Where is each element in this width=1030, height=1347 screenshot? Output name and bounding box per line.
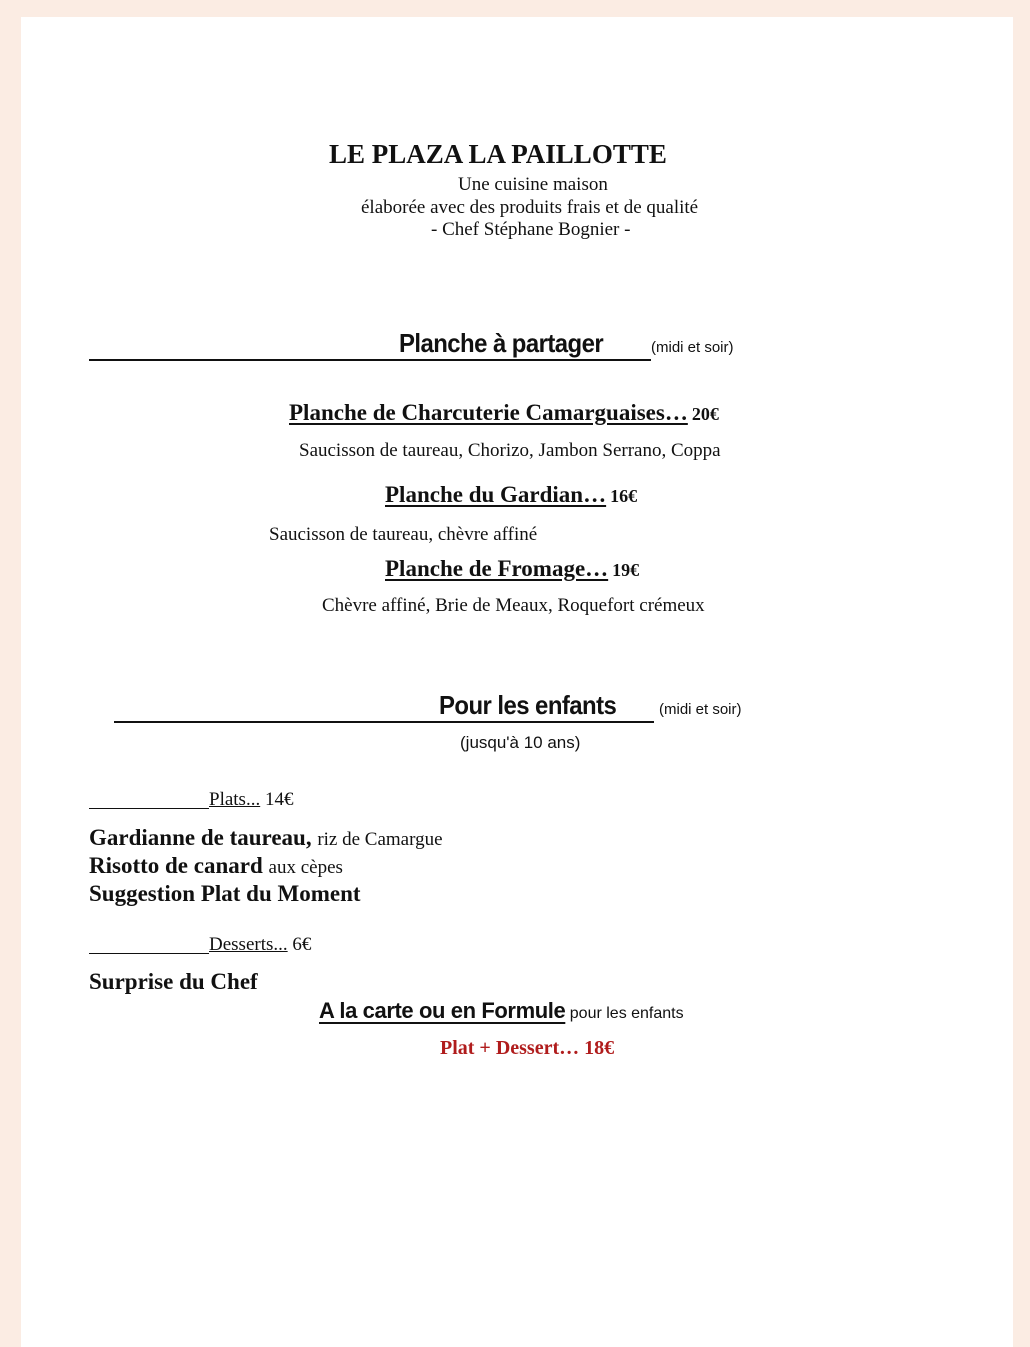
section-divider-enfants (114, 721, 654, 723)
formule-offer: Plat + Dessert… 18€ (440, 1037, 615, 1059)
formule-header (319, 998, 684, 1024)
desserts-label: Desserts... (209, 934, 288, 955)
formule-title: A la carte ou en Formule (319, 998, 566, 1023)
menu-item-fromage (385, 556, 639, 582)
dish-side: aux cèpes (268, 857, 343, 878)
item-name: Planche de Charcuterie Camarguaises… (289, 400, 688, 425)
dish-surprise: Surprise du Chef (89, 969, 258, 994)
plats-rule (89, 808, 209, 809)
restaurant-name: LE PLAZA LA PAILLOTTE (329, 139, 667, 169)
formule-note: pour les enfants (569, 1005, 684, 1022)
section-divider-planches (89, 359, 651, 361)
item-price: 20€ (691, 404, 719, 424)
section-note-planches: (midi et soir) (651, 339, 734, 356)
item-name: Planche du Gardian… (385, 482, 607, 507)
section-note-enfants: (midi et soir) (659, 701, 742, 718)
dish-name: Suggestion Plat du Moment (89, 881, 361, 906)
dish-risotto (89, 853, 343, 879)
item-name: Planche de Fromage… (385, 556, 609, 581)
item-price: 16€ (610, 486, 638, 506)
tagline-line-1: Une cuisine maison (458, 174, 608, 195)
section-title-enfants: Pour les enfants (439, 690, 617, 720)
dish-side: riz de Camargue (317, 829, 443, 850)
dish-gardianne (89, 825, 443, 851)
item-description: Saucisson de taureau, Chorizo, Jambon Serrano, Coppa (299, 440, 721, 461)
desserts-rule (89, 953, 209, 954)
item-description: Chèvre affiné, Brie de Meaux, Roquefort crémeux (322, 595, 705, 616)
menu-item-charcuterie (289, 400, 719, 426)
desserts-price: 6€ (292, 934, 312, 955)
plats-price: 14€ (264, 789, 294, 810)
dish-name: Risotto de canard (89, 853, 263, 878)
item-description: Saucisson de taureau, chèvre affiné (269, 524, 538, 545)
age-note: (jusqu'à 10 ans) (460, 733, 581, 752)
dish-name: Gardianne de taureau, (89, 825, 312, 850)
chef-line: - Chef Stéphane Bognier - (431, 219, 631, 240)
item-price: 19€ (612, 560, 640, 580)
plats-label: Plats... (209, 789, 261, 810)
menu-item-gardian (385, 482, 637, 508)
desserts-header (209, 934, 311, 956)
plats-header (209, 789, 293, 811)
section-title-planches: Planche à partager (399, 328, 604, 358)
dish-suggestion (89, 881, 361, 907)
tagline-line-2: élaborée avec des produits frais et de qualité (361, 197, 699, 218)
